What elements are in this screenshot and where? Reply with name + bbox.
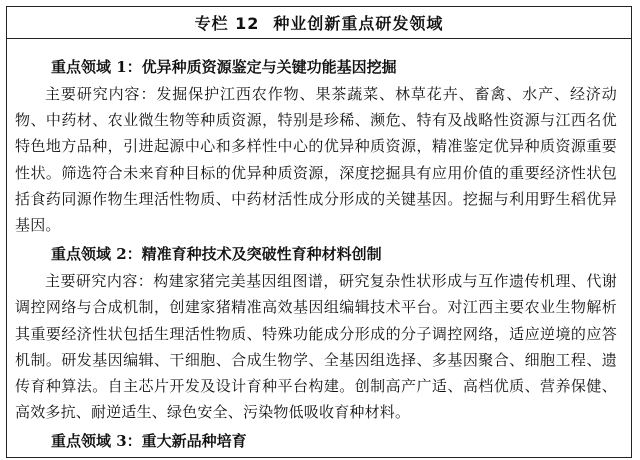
section-title-1: 重点领域 1：优异种质资源鉴定与关键功能基因挖掘 [51, 58, 397, 76]
column-box [6, 6, 632, 458]
column-number: 专栏 12 [194, 14, 260, 33]
column-title: 种业创新重点研发领域 [273, 14, 444, 33]
section-body-1: 主要研究内容：发掘保护江西农作物、果茶蔬菜、林草花卉、畜禽、水产、经济动物、中药材、农业微生物等种质资源，特别是珍稀、濒危、特有及战略性资源与江西名优特色地方品种，引进起源中心和多样性中心的优异种质资源，精准鉴定优异种质资源重要性状。筛选符合未来育种目标的优异种质资源，深度挖掘具有应用价值的重要经济性状包括食药同源作物生理活性物质、中药材活性成分形成的关键基因。挖掘与利用野生稻优异基因。 [15, 85, 617, 235]
section-body-2: 主要研究内容：构建家猪完美基因组图谱，研究复杂性状形成与互作遗传机理、代谢调控网络与合成机制，创建家猪精准高效基因组编辑技术平台。对江西主要农业生物解析其重要经济性状包括生理活性物质、特殊功能成分形成的分子调控网络，适应逆境的应答机制。研发基因编辑、干细胞、合成生物学、全基因组选择、多基因聚合、细胞工程、遗传育种算法。自主芯片开发及设计育种平台构建。创制高产广适、高档优质、营养保健、高效多抗、耐逆适生、绿色安全、污染物低吸收育种材料。 [15, 272, 617, 422]
section-title-2: 重点领域 2：精准育种技术及突破性育种材料创制 [51, 245, 382, 264]
column-content [7, 39, 631, 452]
section-title-3: 重点领域 3：重大新品种培育 [51, 432, 247, 451]
column-header [7, 7, 631, 39]
